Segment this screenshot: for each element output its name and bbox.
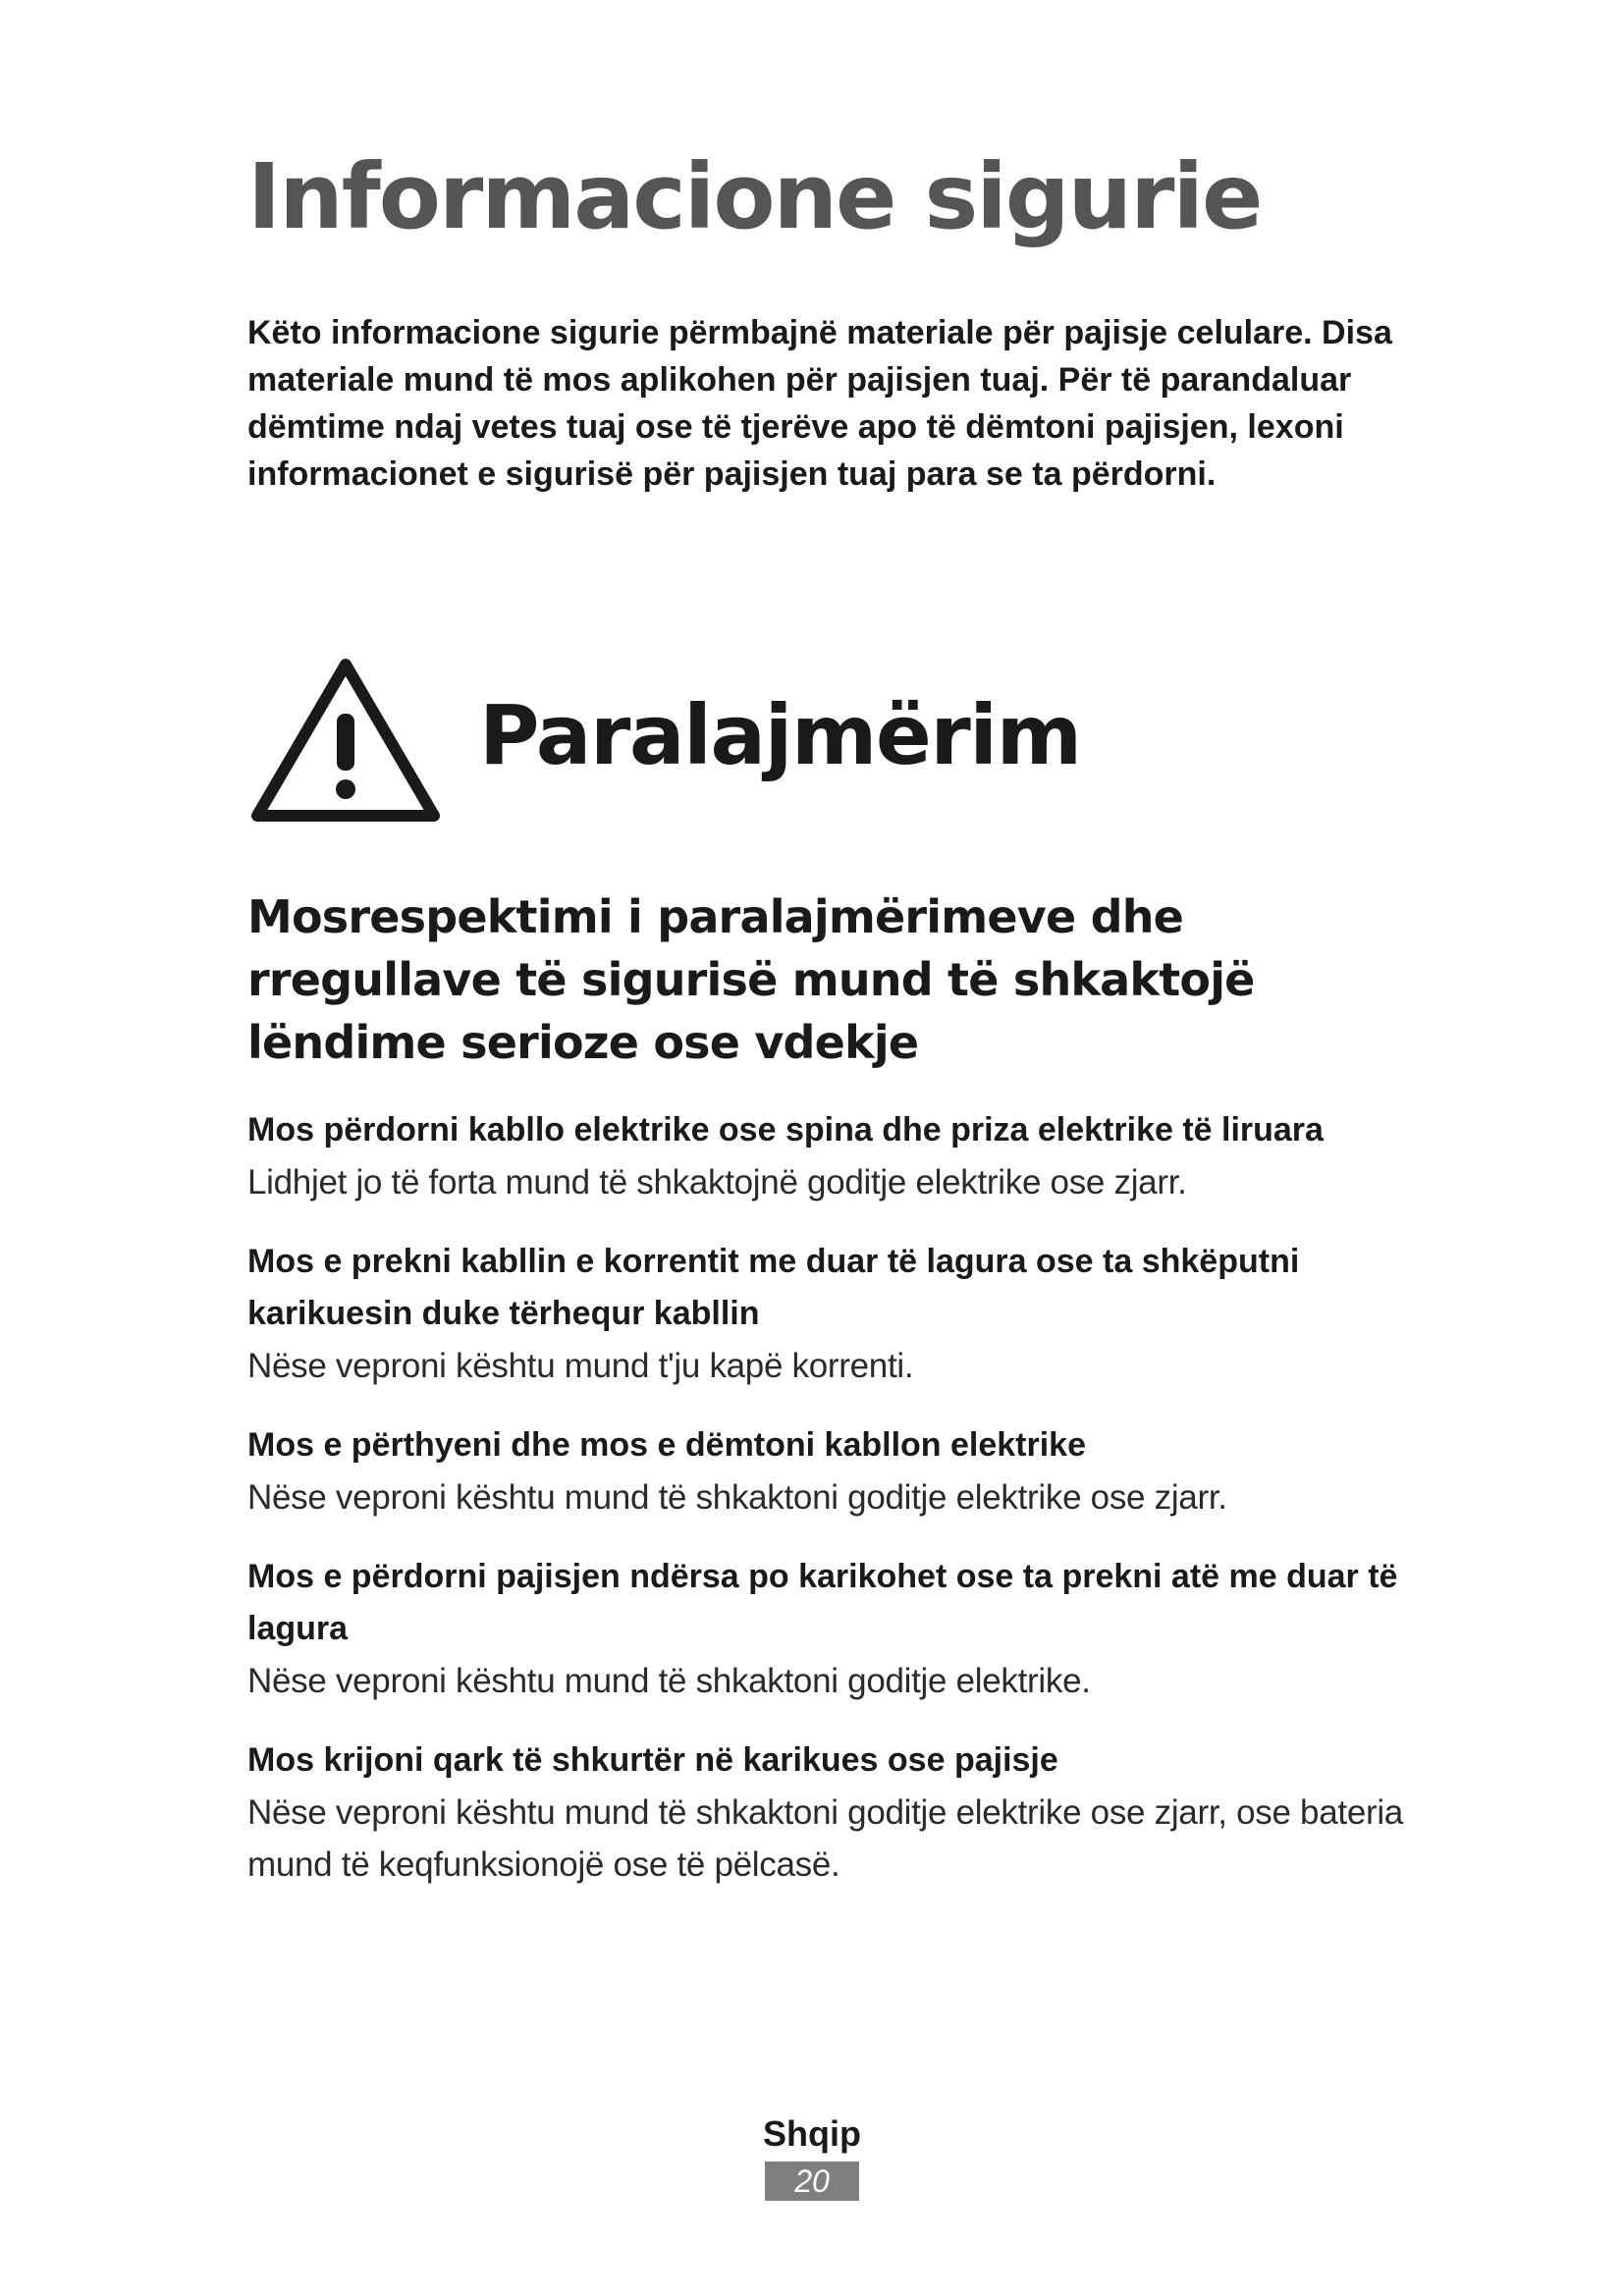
warning-subheading: Mosrespektimi i paralajmërimeve dhe rregullave të sigurisë mund të shkaktojë lëndime serioze ose vdekje — [247, 890, 1255, 1069]
page-footer — [0, 2110, 1624, 2201]
safety-rules-list — [247, 1104, 1426, 1918]
warning-title: Paralajmërim — [479, 687, 1081, 783]
safety-rule — [247, 1236, 1426, 1392]
footer-language: Shqip — [763, 2113, 861, 2154]
warning-section — [247, 653, 1229, 829]
rule-text: Nëse veproni kështu mund të shkaktoni goditje elektrike ose zjarr. — [247, 1478, 1227, 1517]
safety-rule — [247, 1551, 1426, 1707]
safety-rule — [247, 1104, 1426, 1208]
rule-text: Nëse veproni kështu mund të shkaktoni goditje elektrike. — [247, 1662, 1091, 1700]
rule-title: Mos e prekni kabllin e korrentit me duar të lagura ose ta shkëputni karikuesin duke tërhequr kabllin — [247, 1243, 1300, 1332]
rule-text: Nëse veproni kështu mund të shkaktoni goditje elektrike ose zjarr, ose bateria mund të keqfunksionojë ose të pëlcasë. — [247, 1793, 1403, 1884]
page-title: Informacione sigurie — [247, 144, 1262, 249]
rule-title: Mos e përdorni pajisjen ndërsa po karikohet ose ta prekni atë me duar të lagura — [247, 1558, 1398, 1647]
page-number: 20 — [765, 2162, 859, 2201]
safety-rule — [247, 1419, 1426, 1523]
rule-text: Lidhjet jo të forta mund të shkaktojnë goditje elektrike ose zjarr. — [247, 1163, 1187, 1201]
safety-rule — [247, 1735, 1426, 1891]
rule-text: Nëse veproni kështu mund t'ju kapë korrenti. — [247, 1347, 914, 1385]
intro-paragraph: Këto informacione sigurie përmbajnë materiale për pajisje celulare. Disa materiale mund të mos aplikohen për pajisjen tuaj. Për të parandaluar dëmtime ndaj vetes tuaj ose të tjerëve apo të dëmtoni pajisjen, lexoni informacionet e sigurisë për pajisjen tuaj para se ta përdorni. — [247, 314, 1392, 493]
rule-title: Mos krijoni qark të shkurtër në karikues ose pajisje — [247, 1741, 1058, 1779]
rule-title: Mos e përthyeni dhe mos e dëmtoni kabllon elektrike — [247, 1426, 1087, 1464]
rule-title: Mos përdorni kabllo elektrike ose spina dhe priza elektrike të liruara — [247, 1111, 1324, 1148]
warning-triangle-icon — [247, 653, 444, 829]
